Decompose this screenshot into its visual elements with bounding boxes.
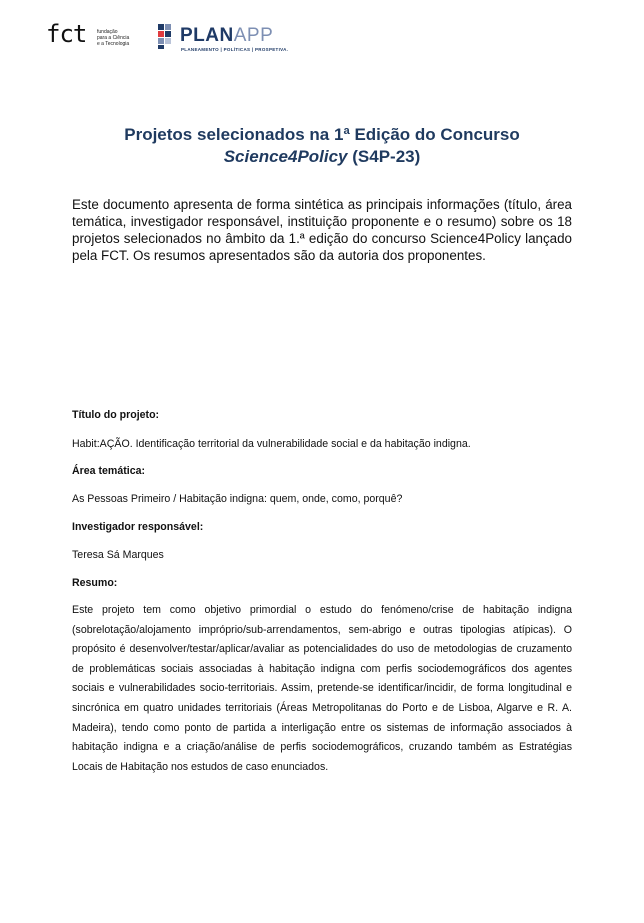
fct-logo-caption [97, 29, 129, 47]
title-line-1: Projetos selecionados na 1ª Edição do Concurso [124, 125, 520, 144]
planapp-word-app: APP [233, 25, 274, 46]
project-title-label: Título do projeto: [72, 409, 160, 421]
summary-paragraph: Este projeto tem como objetivo primordial o estudo do fenómeno/crise de habitação indigna (sobrelotação/alojamento impróprio/sub-arrendamentos, sem-abrigo e outras tipologias atípicas). O propósito é desenvolver/testar/aplicar/avaliar as potencialidades do uso de metodologias de cruzamento de problemáticas sociais associadas à habitação indigna com perfis sociodemográficos dos agentes sociais e vulnerabilidades socio-territoriais. Assim, pretende-se identificar/incidir, de forma longitudinal e sincrónica em quatro unidades territoriais (Áreas Metropolitanas do Porto e de Lisboa, Algarve e R. A. Madeira), tendo como ponto de partida a interligação entre os sistemas de informação associados à habitação indigna e a criação/análise de perfis sociodemográficos, cruzando também as Estratégias Locais de Habitação nos estudos de caso enunciados. [72, 604, 572, 773]
fct-logo-line: e a Tecnologia [97, 41, 130, 47]
fct-logo-line: para a Ciência [97, 35, 130, 41]
investigator-label: Investigador responsável: [72, 521, 204, 533]
title-suffix: (S4P-23) [347, 147, 421, 166]
page-title [0, 124, 644, 168]
title-italic: Science4Policy [223, 147, 348, 166]
project-title-value: Habit:AÇÃO. Identificação territorial da vulnerabilidade social e da habitação indigna. [72, 438, 471, 450]
intro-paragraph: Este documento apresenta de forma sintética as principais informações (título, área temática, investigador responsável, instituição proponente e o resumo) sobre os 18 projetos selecionados no âmbito da 1.ª edição do concurso Science4Policy lançado pela FCT. Os resumos apresentados são da autoria dos proponentes. [72, 197, 572, 263]
planapp-mark-icon [156, 22, 176, 50]
summary-label: Resumo: [72, 577, 118, 589]
planapp-logo-word [180, 26, 273, 46]
fct-logo-line: fundação [97, 29, 118, 35]
planapp-word-plan: PLAN [180, 25, 234, 46]
fct-logo-word: fct [46, 20, 87, 48]
investigator-value: Teresa Sá Marques [72, 549, 164, 561]
title-line-2 [0, 146, 644, 168]
area-label: Área temática: [72, 465, 146, 477]
planapp-tagline: PLANEAMENTO | POLÍTICAS | PROSPETIVA. [181, 47, 289, 52]
area-value: As Pessoas Primeiro / Habitação indigna: quem, onde, como, porquê? [72, 493, 403, 505]
